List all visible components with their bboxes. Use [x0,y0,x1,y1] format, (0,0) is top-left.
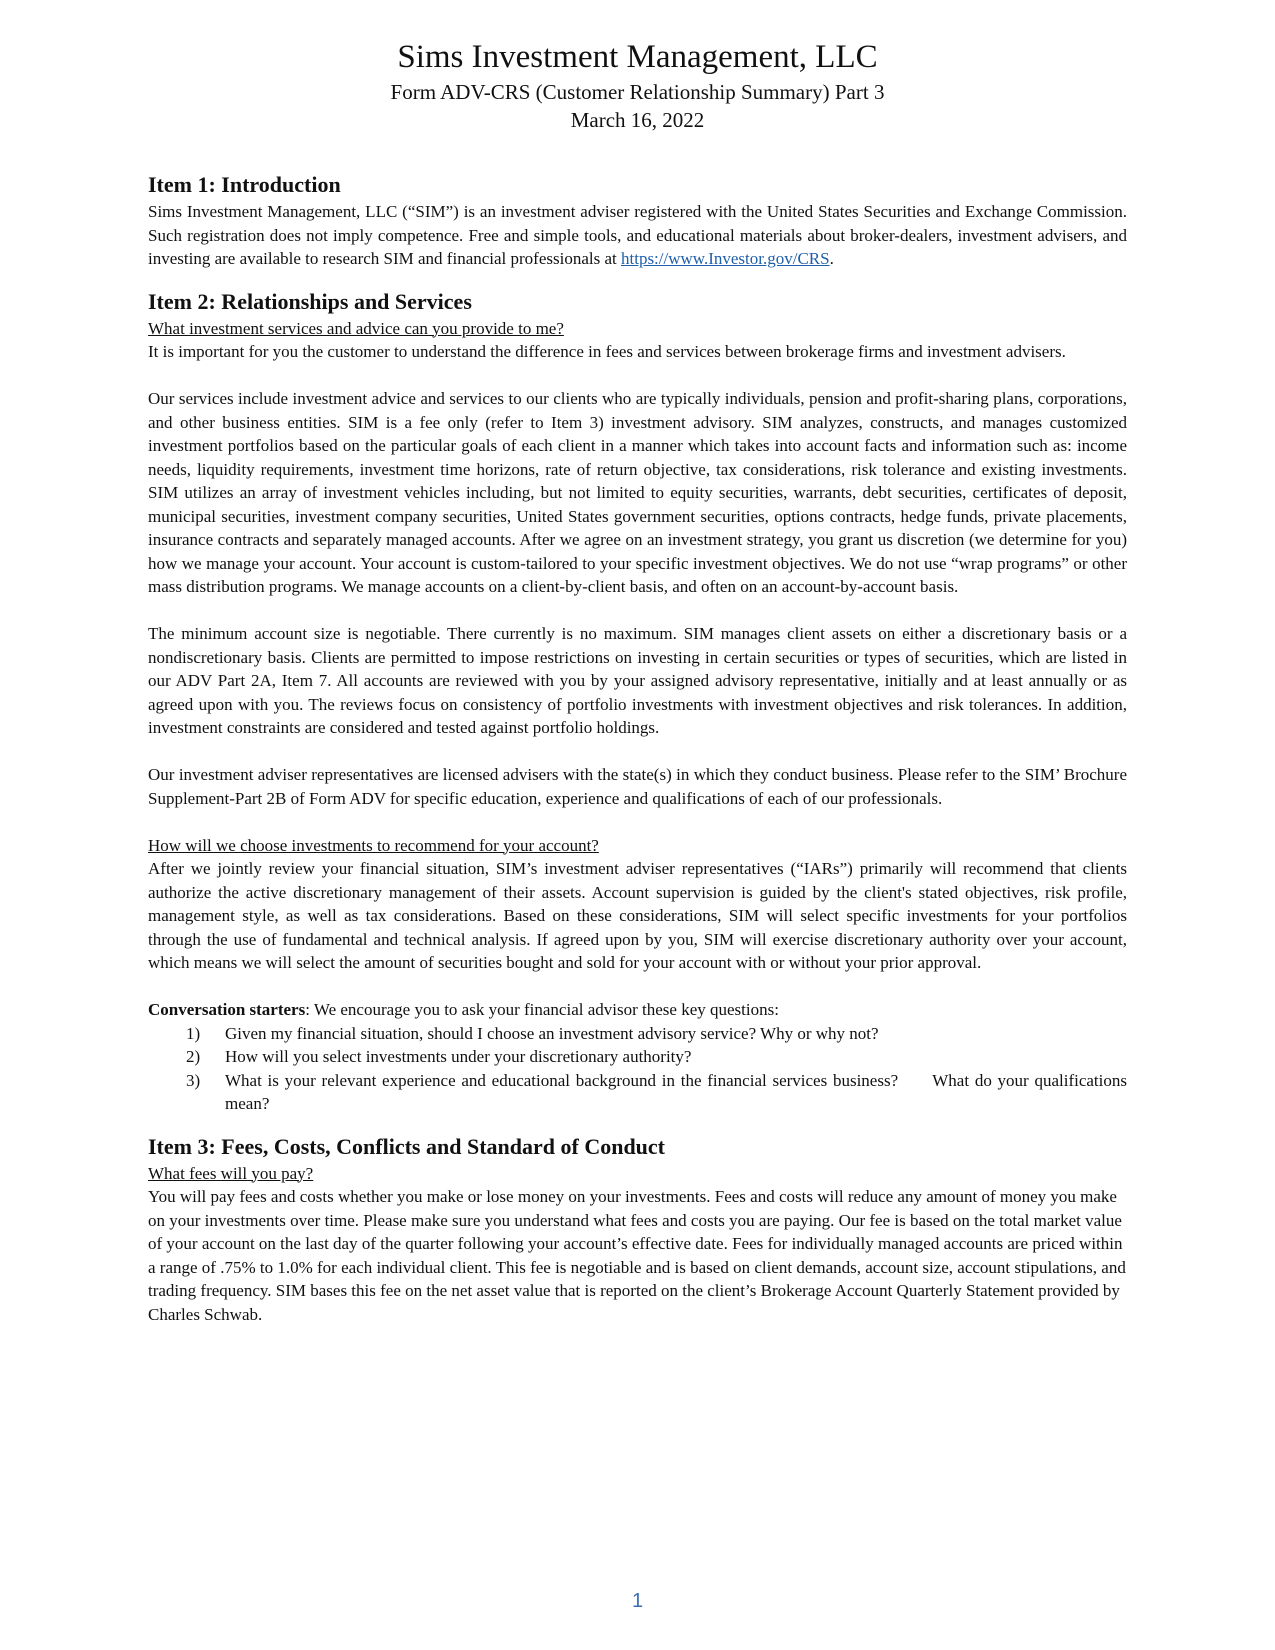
item3-paragraph-1: You will pay fees and costs whether you make or lose money on your investments. Fees and costs will reduce any amount of money you make on your investments over time. Please make sure you understand what fees and costs you are paying. Our fee is based on the total market value of your account on the last day of the quarter following your account’s effective date. Fees for individually managed accounts are priced within a range of .75% to 1.0% for each individual client. This fee is negotiable and is based on client demands, account size, account stipulations, and trading frequency. SIM bases this fee on the net asset value that is reported on the client’s Brokerage Account Quarterly Statement provided by Charles Schwab. [148,1187,1126,1324]
questions-list [148,1022,1132,1116]
item2-heading: Item 2: Relationships and Services [148,288,472,314]
item2-paragraph-3: The minimum account size is negotiable. There currently is no maximum. SIM manages client assets on either a discretionary basis or a nondiscretionary basis. Clients are permitted to impose restrictions on investing in certain securities or types of securities, which are listed in our ADV Part 2A, Item 7. All accounts are reviewed with you by your assigned advisory representative, initially and at least annually or as agreed upon with you. The reviews focus on consistency of portfolio investments with investment objectives and risk tolerances. In addition, investment constraints are considered and tested against portfolio holdings. [148,624,1127,737]
conversation-starters: Conversation starters: We encourage you to ask your financial advisor these key questions: [148,1000,779,1019]
item2-paragraph-5: After we jointly review your financial situation, SIM’s investment adviser representatives (“IARs”) primarily will recommend that clients authorize the active discretionary management of their assets. Account supervision is guided by the client's stated objectives, risk profile, management style, as well as tax considerations. Based on these considerations, SIM will select specific investments for your portfolios through the use of fundamental and technical analysis. If agreed upon by you, SIM will exercise discretionary authority over your account, which means we will select the amount of securities bought and sold for your account with or without your prior approval. [148,859,1127,972]
document-page [148,36,1132,1326]
document-header [148,36,1127,134]
item3-heading: Item 3: Fees, Costs, Conflicts and Standard of Conduct [148,1133,666,1159]
item3-subhead-fees: What fees will you pay? [148,1163,314,1183]
document-date: March 16, 2022 [570,108,705,132]
item2-paragraph-2: Our services include investment advice and services to our clients who are typically individuals, pension and profit-sharing plans, corporations, and other business entities. SIM is a fee only (refer to Item 3) investment advisory. SIM analyzes, constructs, and manages customized investment portfolios based on the particular goals of each client in a manner which takes into account facts and information such as: income needs, liquidity requirements, investment time horizons, rate of return objective, tax considerations, risk tolerance and existing investments. SIM utilizes an array of investment vehicles including, but not limited to equity securities, warrants, debt securities, certificates of deposit, municipal securities, investment company securities, United States government securities, options contracts, hedge funds, private placements, insurance contracts and separately managed accounts. After we agree on an investment strategy, you grant us discretion (we determine for you) how we manage your account. Your account is custom-tailored to your specific investment objectives. We do not use “wrap programs” or other mass distribution programs. We manage accounts on a client-by-client basis, and often on an account-by-account basis. [148,389,1127,596]
item2-subhead-choose: How will we choose investments to recommend for your account? [148,835,599,855]
item2-paragraph-4: Our investment adviser representatives are licensed advisers with the state(s) in which they conduct business. Please refer to the SIM’ Brochure Supplement-Part 2B of Form ADV for specific education, experience and qualifications of each of our professionals. [148,765,1127,808]
firm-name: Sims Investment Management, LLC [397,39,878,75]
item1-heading: Item 1: Introduction [148,172,341,197]
page-number: 1 [631,1590,644,1612]
item2-subhead-services: What investment services and advice can you provide to me? [148,318,564,338]
investor-gov-link[interactable]: https://www.Investor.gov/CRS [621,249,830,268]
list-item: 1) Given my financial situation, should I choose an investment advisory service? Why or why not? [186,1023,879,1043]
item1-text: Sims Investment Management, LLC (“SIM”) is an investment adviser registered with the United States Securities and Exchange Commission. Such registration does not imply competence. Free and simple tools, and educational materials about broker-dealers, investment advisers, and investing are available to research SIM and financial professionals at https://www.Investor.gov/CRS. [148,202,1127,268]
form-title: Form ADV-CRS (Customer Relationship Summary) Part 3 [390,80,885,104]
item2-paragraph-1: It is important for you the customer to understand the difference in fees and services between brokerage firms and investment advisers. [148,342,1066,361]
list-item: 3) What is your relevant experience and educational background in the financial services business? What do your qualifications mean? [186,1070,1132,1113]
list-item: 2) How will you select investments under your discretionary authority? [186,1047,692,1066]
